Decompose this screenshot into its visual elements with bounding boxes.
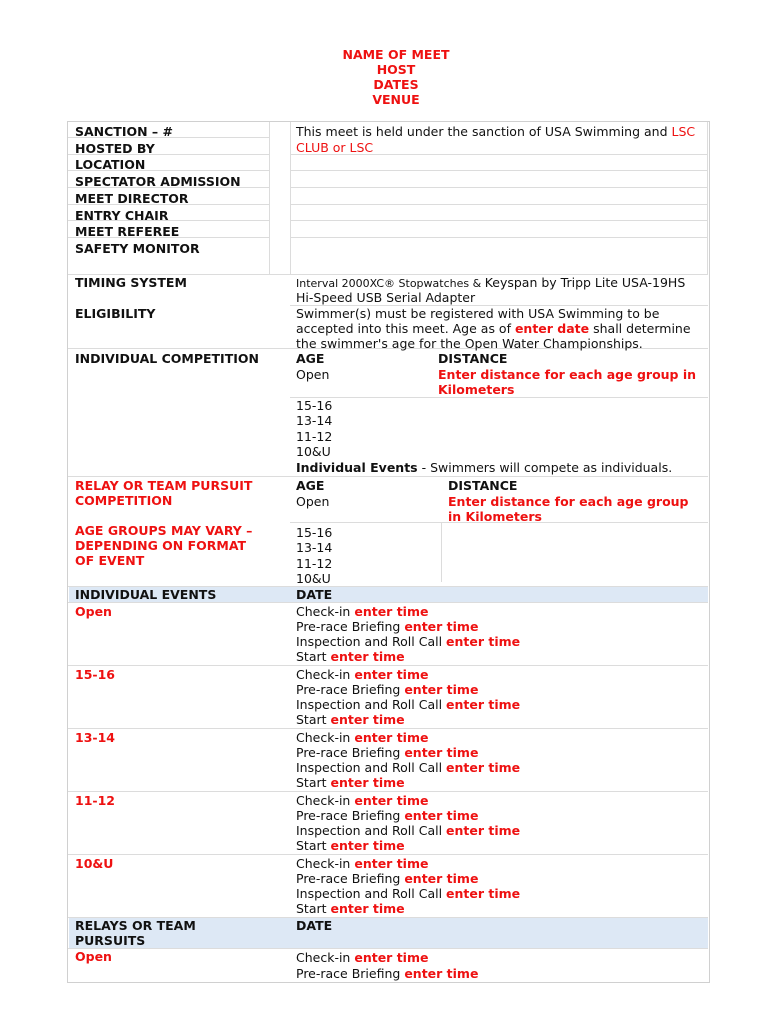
row-line [290,187,708,188]
row-line [68,948,708,949]
relay-label-2: COMPETITION [75,493,173,508]
relays-group-open: Open [75,949,112,964]
enter-time-placeholder: enter time [404,966,479,981]
briefing-label: Pre-race Briefing [296,682,405,697]
enter-time-placeholder: enter time [446,823,521,838]
ie-open-start [296,649,405,665]
ie-group-11-12: 11-12 [75,793,115,808]
location-label: LOCATION [75,157,146,172]
ie-13-14-briefing [296,745,478,761]
enter-time-placeholder: enter time [330,775,405,790]
ie-13-14-checkin [296,730,428,746]
inspection-label: Inspection and Roll Call [296,886,447,901]
ie-13-14-inspection [296,760,520,776]
checkin-label: Check-in [296,950,355,965]
ie-11-12-start [296,838,405,854]
rc-distance-note-2: in Kilometers [448,509,542,524]
enter-time-placeholder: enter time [446,697,521,712]
inspection-label: Inspection and Roll Call [296,634,447,649]
eligibility-line1: Swimmer(s) must be registered with USA Swimming to be [296,306,660,321]
timing-system-label: TIMING SYSTEM [75,275,187,290]
enter-time-placeholder: enter time [446,760,521,775]
relays-open-briefing [296,966,478,982]
row-line [290,204,708,205]
meet-referee-label: MEET REFEREE [75,224,180,239]
ie-open-briefing [296,619,478,635]
start-label: Start [296,712,331,727]
ie-11-12-briefing [296,808,478,824]
meet-venue: VENUE [372,92,420,107]
ie-date-header: DATE [296,587,333,602]
start-label: Start [296,901,331,916]
timing-stopwatch-text: Interval 2000XC® Stopwatches & [296,277,485,290]
sanction-text [296,124,695,140]
ie-group-13-14: 13-14 [75,730,115,745]
entry-chair-label: ENTRY CHAIR [75,208,169,223]
meet-name: NAME OF MEET [342,47,450,62]
ie-13-14-start [296,775,405,791]
club-or-lsc-placeholder: CLUB or LSC [296,140,374,155]
enter-time-placeholder: enter time [404,682,479,697]
ie-15-16-inspection [296,697,520,713]
inspection-label: Inspection and Roll Call [296,823,447,838]
enter-time-placeholder: enter time [404,808,479,823]
row-line [290,237,708,238]
enter-time-placeholder: enter time [404,871,479,886]
ic-distance-header: DISTANCE [438,351,508,366]
sanction-text-main: This meet is held under the sanction of USA Swimming and [296,124,672,139]
briefing-label: Pre-race Briefing [296,808,405,823]
distance-divider [441,522,442,582]
ie-15-16-checkin [296,667,428,683]
ie-open-inspection [296,634,520,650]
spectator-admission-label: SPECTATOR ADMISSION [75,174,241,189]
enter-time-placeholder: enter time [446,634,521,649]
row-line [68,728,708,729]
hosted-by-label: HOSTED BY [75,141,155,156]
ie-10u-inspection [296,886,520,902]
rc-age-10u: 10&U [296,571,331,586]
enter-time-placeholder: enter time [330,649,405,664]
ic-distance-note-1: Enter distance for each age group in [438,367,697,382]
inspection-label: Inspection and Roll Call [296,760,447,775]
enter-time-placeholder: enter time [354,730,429,745]
ie-10u-briefing [296,871,478,887]
ic-distance-note-2: Kilometers [438,382,515,397]
row-line [68,476,708,477]
enter-time-placeholder: enter time [354,950,429,965]
rc-age-open: Open [296,494,330,509]
ie-group-10u: 10&U [75,856,114,871]
briefing-label: Pre-race Briefing [296,619,405,634]
sanction-label: SANCTION – # [75,124,174,139]
ic-events-note-bold: Individual Events [296,460,418,475]
checkin-label: Check-in [296,604,355,619]
meet-header [0,47,770,107]
briefing-label: Pre-race Briefing [296,966,405,981]
inspection-label: Inspection and Roll Call [296,697,447,712]
ie-group-15-16: 15-16 [75,667,115,682]
checkin-label: Check-in [296,793,355,808]
age-groups-vary-3: OF EVENT [75,553,145,568]
enter-time-placeholder: enter time [330,712,405,727]
checkin-label: Check-in [296,856,355,871]
checkin-label: Check-in [296,730,355,745]
timing-keyspan-text: Keyspan by Tripp Lite USA-19HS [484,275,686,290]
relays-date-header: DATE [296,918,333,933]
age-groups-vary-1: AGE GROUPS MAY VARY – [75,523,253,538]
ic-age-open: Open [296,367,330,382]
lsc-placeholder: LSC [671,124,696,139]
start-label: Start [296,838,331,853]
ie-11-12-inspection [296,823,520,839]
enter-date-placeholder: enter date [514,321,590,336]
start-label: Start [296,649,331,664]
column-divider [707,122,708,274]
rc-age-13-14: 13-14 [296,540,333,555]
rc-age-11-12: 11-12 [296,556,333,571]
ic-age-15-16: 15-16 [296,398,333,413]
meet-director-label: MEET DIRECTOR [75,191,189,206]
ic-age-10u: 10&U [296,444,331,459]
ic-events-note-rest: - Swimmers will compete as individuals. [417,460,673,475]
rc-age-header: AGE [296,478,325,493]
enter-time-placeholder: enter time [446,886,521,901]
ie-15-16-start [296,712,405,728]
checkin-label: Check-in [296,667,355,682]
ie-10u-checkin [296,856,428,872]
row-line [68,665,708,666]
ic-age-11-12: 11-12 [296,429,333,444]
ic-age-13-14: 13-14 [296,413,333,428]
ie-open-checkin [296,604,428,620]
eligibility-line2-start: accepted into this meet. Age as of [296,321,515,336]
enter-time-placeholder: enter time [404,745,479,760]
enter-time-placeholder: enter time [330,901,405,916]
briefing-label: Pre-race Briefing [296,871,405,886]
rc-distance-header: DISTANCE [448,478,518,493]
safety-monitor-label: SAFETY MONITOR [75,241,200,256]
ie-11-12-checkin [296,793,428,809]
enter-time-placeholder: enter time [404,619,479,634]
enter-time-placeholder: enter time [354,856,429,871]
eligibility-line3: the swimmer's age for the Open Water Championships. [296,336,643,351]
relays-label-1: RELAYS OR TEAM [75,918,196,933]
column-divider [290,122,291,274]
column-divider [269,122,270,274]
ie-15-16-briefing [296,682,478,698]
meet-info-table [67,121,710,983]
rc-distance-note-1: Enter distance for each age group [448,494,689,509]
enter-time-placeholder: enter time [330,838,405,853]
row-line [68,854,708,855]
enter-time-placeholder: enter time [354,793,429,808]
relay-label-1: RELAY OR TEAM PURSUIT [75,478,253,493]
rc-age-15-16: 15-16 [296,525,333,540]
eligibility-line2 [296,321,691,337]
briefing-label: Pre-race Briefing [296,745,405,760]
timing-system-line2: Hi-Speed USB Serial Adapter [296,290,476,305]
ic-events-note [296,460,672,476]
row-line [290,220,708,221]
individual-competition-label: INDIVIDUAL COMPETITION [75,351,259,366]
meet-dates: DATES [373,77,419,92]
relays-open-checkin [296,950,428,966]
eligibility-label: ELIGIBILITY [75,306,156,321]
ic-age-header: AGE [296,351,325,366]
relays-label-2: PURSUITS [75,933,146,948]
individual-events-label: INDIVIDUAL EVENTS [75,587,217,602]
meet-host: HOST [376,62,416,77]
row-line [68,791,708,792]
enter-time-placeholder: enter time [354,667,429,682]
enter-time-placeholder: enter time [354,604,429,619]
start-label: Start [296,775,331,790]
eligibility-line2-end: shall determine [589,321,691,336]
row-line [290,170,708,171]
age-groups-vary-2: DEPENDING ON FORMAT [75,538,247,553]
ie-10u-start [296,901,405,917]
ie-group-open: Open [75,604,112,619]
